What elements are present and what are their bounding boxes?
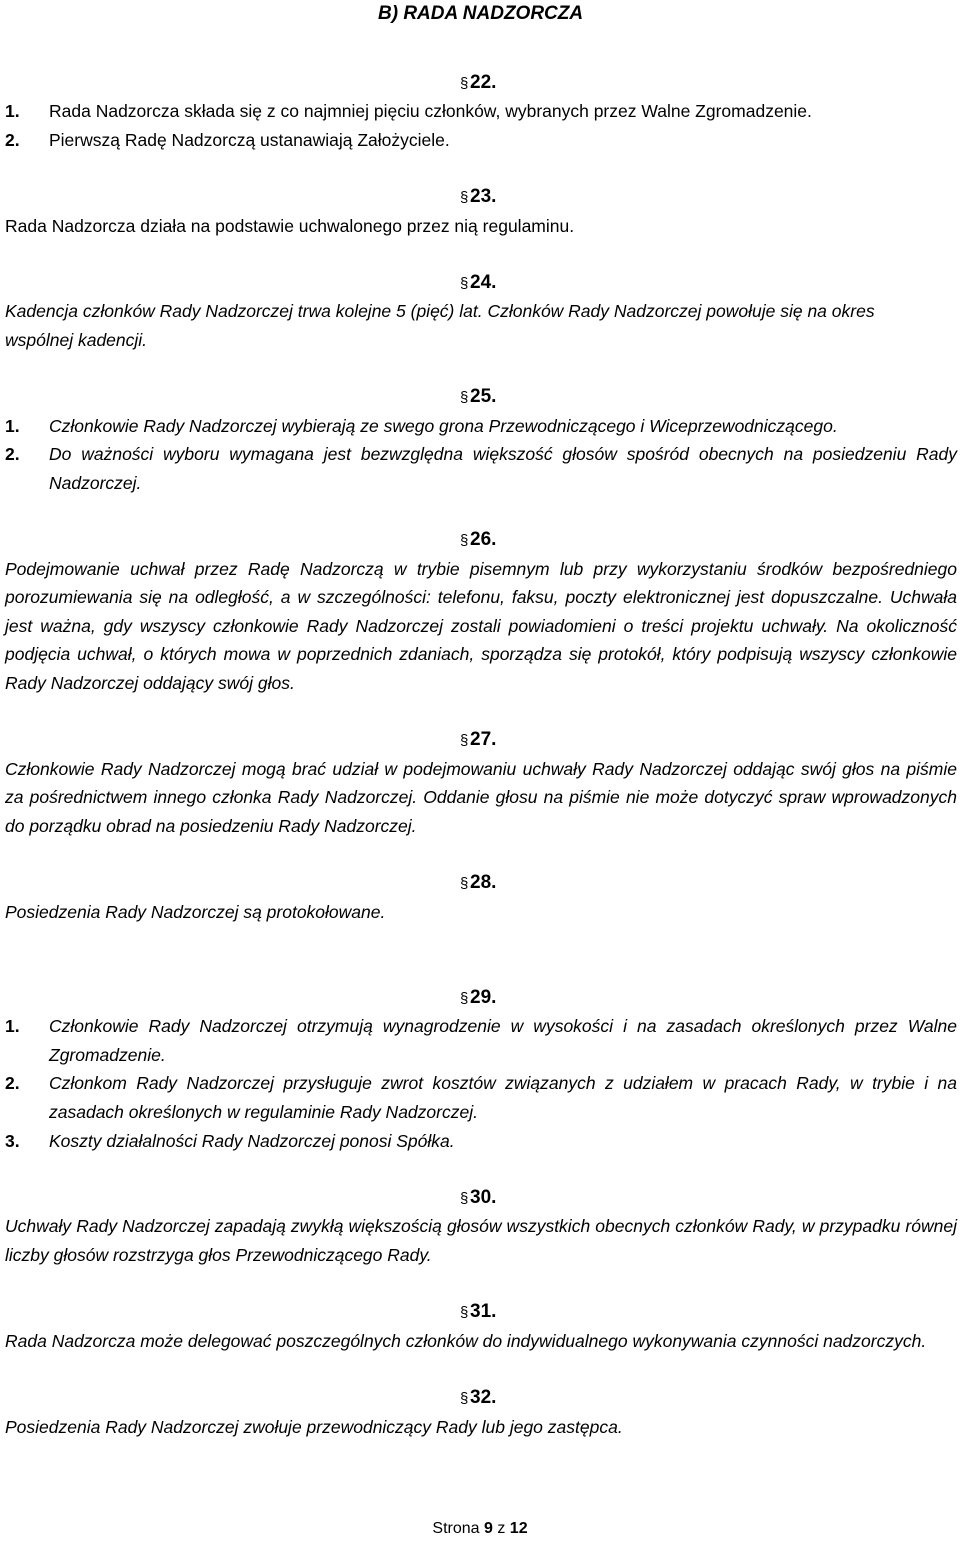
- section-number: 25.: [470, 386, 497, 408]
- section-number: 22.: [470, 71, 497, 93]
- section-symbol: §: [460, 1304, 469, 1322]
- section-26-header: [5, 526, 957, 555]
- section-symbol: §: [460, 532, 469, 550]
- section-number: 29.: [470, 986, 497, 1008]
- document-page: [5, 0, 957, 1441]
- list-number: 1.: [5, 101, 20, 122]
- section-31-header: [5, 1298, 957, 1327]
- list-item: [5, 440, 957, 497]
- section-30-header: [5, 1184, 957, 1213]
- list-number: 1.: [5, 415, 20, 436]
- section-number: 28.: [470, 872, 497, 894]
- section-23-text: Rada Nadzorcza działa na podstawie uchwalonego przez nią regulaminu.: [5, 215, 575, 236]
- section-number: 24.: [470, 271, 497, 293]
- section-symbol: §: [460, 875, 469, 893]
- section-29-header: [5, 984, 957, 1013]
- section-28-text: Posiedzenia Rady Nadzorczej są protokołowane.: [5, 901, 386, 922]
- section-22-header: [5, 69, 957, 98]
- section-31-text: Rada Nadzorcza może delegować poszczególnych członków do indywidualnego wykonywania czynności nadzorczych.: [5, 1330, 927, 1351]
- list-item: [5, 1069, 957, 1126]
- page-footer: [0, 1517, 960, 1541]
- list-item-text: Do ważności wyboru wymagana jest bezwzględna większość głosów spośród obecnych na posiedzeniu Rady Nadzorczej.: [49, 444, 957, 493]
- list-item: [5, 1012, 957, 1069]
- list-item-text: Członkowie Rady Nadzorczej wybierają ze swego grona Przewodniczącego i Wiceprzewodniczącego.: [49, 415, 838, 436]
- list-number: 1.: [5, 1016, 20, 1037]
- section-symbol: §: [460, 732, 469, 750]
- section-27-header: [5, 726, 957, 755]
- list-number: 2.: [5, 1073, 20, 1094]
- section-26-text: Podejmowanie uchwał przez Radę Nadzorczą w trybie pisemnym lub przy wykorzystaniu środków bezpośredniego porozumiewania się na odległość, a w szczególności: telefonu, faksu, poczty elektronicznej jest dopuszczalne. Uchwała jest ważna, gdy wszyscy członkowie Rady Nadzorczej zostali powiadomieni o treści projektu uchwały. Na okoliczność podjęcia uchwał, o których mowa w poprzednich zdaniach, sporządza się protokół, który podpisują wszyscy członkowie Rady Nadzorczej oddający swój głos.: [5, 558, 957, 694]
- section-number: 31.: [470, 1301, 497, 1323]
- chapter-heading: B) RADA NADZORCZA: [378, 3, 584, 24]
- list-item-text: Członkowie Rady Nadzorczej otrzymują wynagrodzenie w wysokości i na zasadach określonych przez Walne Zgromadzenie.: [49, 1016, 957, 1065]
- section-symbol: §: [460, 389, 469, 407]
- page-label: Strona: [432, 1520, 480, 1537]
- list-item: [5, 1127, 957, 1156]
- section-symbol: §: [460, 188, 469, 206]
- list-item-text: Rada Nadzorcza składa się z co najmniej pięciu członków, wybranych przez Walne Zgromadzenie.: [49, 101, 812, 122]
- section-symbol: §: [460, 1189, 469, 1207]
- section-32-text: Posiedzenia Rady Nadzorczej zwołuje przewodniczący Rady lub jego zastępca.: [5, 1416, 623, 1437]
- section-symbol: §: [460, 989, 469, 1007]
- section-number: 26.: [470, 529, 497, 551]
- list-item: [5, 126, 957, 155]
- list-item-text: Koszty działalności Rady Nadzorczej ponosi Spółka.: [49, 1130, 455, 1151]
- list-number: 2.: [5, 129, 20, 150]
- current-page-number: 9: [483, 1520, 493, 1537]
- section-24-header: [5, 269, 957, 298]
- section-number: 32.: [470, 1386, 497, 1408]
- section-number: 27.: [470, 729, 497, 751]
- list-item-text: Pierwszą Radę Nadzorczą ustanawiają Założyciele.: [49, 129, 450, 150]
- list-number: 2.: [5, 444, 20, 465]
- section-number: 23.: [470, 185, 497, 207]
- page-separator: z: [497, 1520, 506, 1537]
- list-item: [5, 97, 957, 126]
- section-27-text: Członkowie Rady Nadzorczej mogą brać udział w podejmowaniu uchwały Rady Nadzorczej oddając swój głos na piśmie za pośrednictwem innego członka Rady Nadzorczej. Oddanie głosu na piśmie nie może dotyczyć spraw wprowadzonych do porządku obrad na posiedzeniu Rady Nadzorczej.: [5, 758, 957, 837]
- list-item: [5, 412, 957, 441]
- list-number: 3.: [5, 1130, 20, 1151]
- section-32-header: [5, 1384, 957, 1413]
- section-symbol: §: [460, 1389, 469, 1407]
- section-symbol: §: [460, 274, 469, 292]
- section-25-header: [5, 383, 957, 412]
- section-symbol: §: [460, 74, 469, 92]
- section-30-text: Uchwały Rady Nadzorczej zapadają zwykłą większością głosów wszystkich obecnych członków Rady, w przypadku równej liczby głosów rozstrzyga głos Przewodniczącego Rady.: [5, 1216, 957, 1265]
- total-pages-number: 12: [509, 1520, 528, 1537]
- section-24-text: Kadencja członków Rady Nadzorczej trwa kolejne 5 (pięć) lat. Członków Rady Nadzorczej powołuje się na okres wspólnej kadencji.: [5, 301, 875, 350]
- section-number: 30.: [470, 1186, 497, 1208]
- list-item-text: Członkom Rady Nadzorczej przysługuje zwrot kosztów związanych z udziałem w pracach Rady, w trybie i na zasadach określonych w regulaminie Rady Nadzorczej.: [49, 1073, 957, 1122]
- section-28-header: [5, 869, 957, 898]
- section-23-header: [5, 183, 957, 212]
